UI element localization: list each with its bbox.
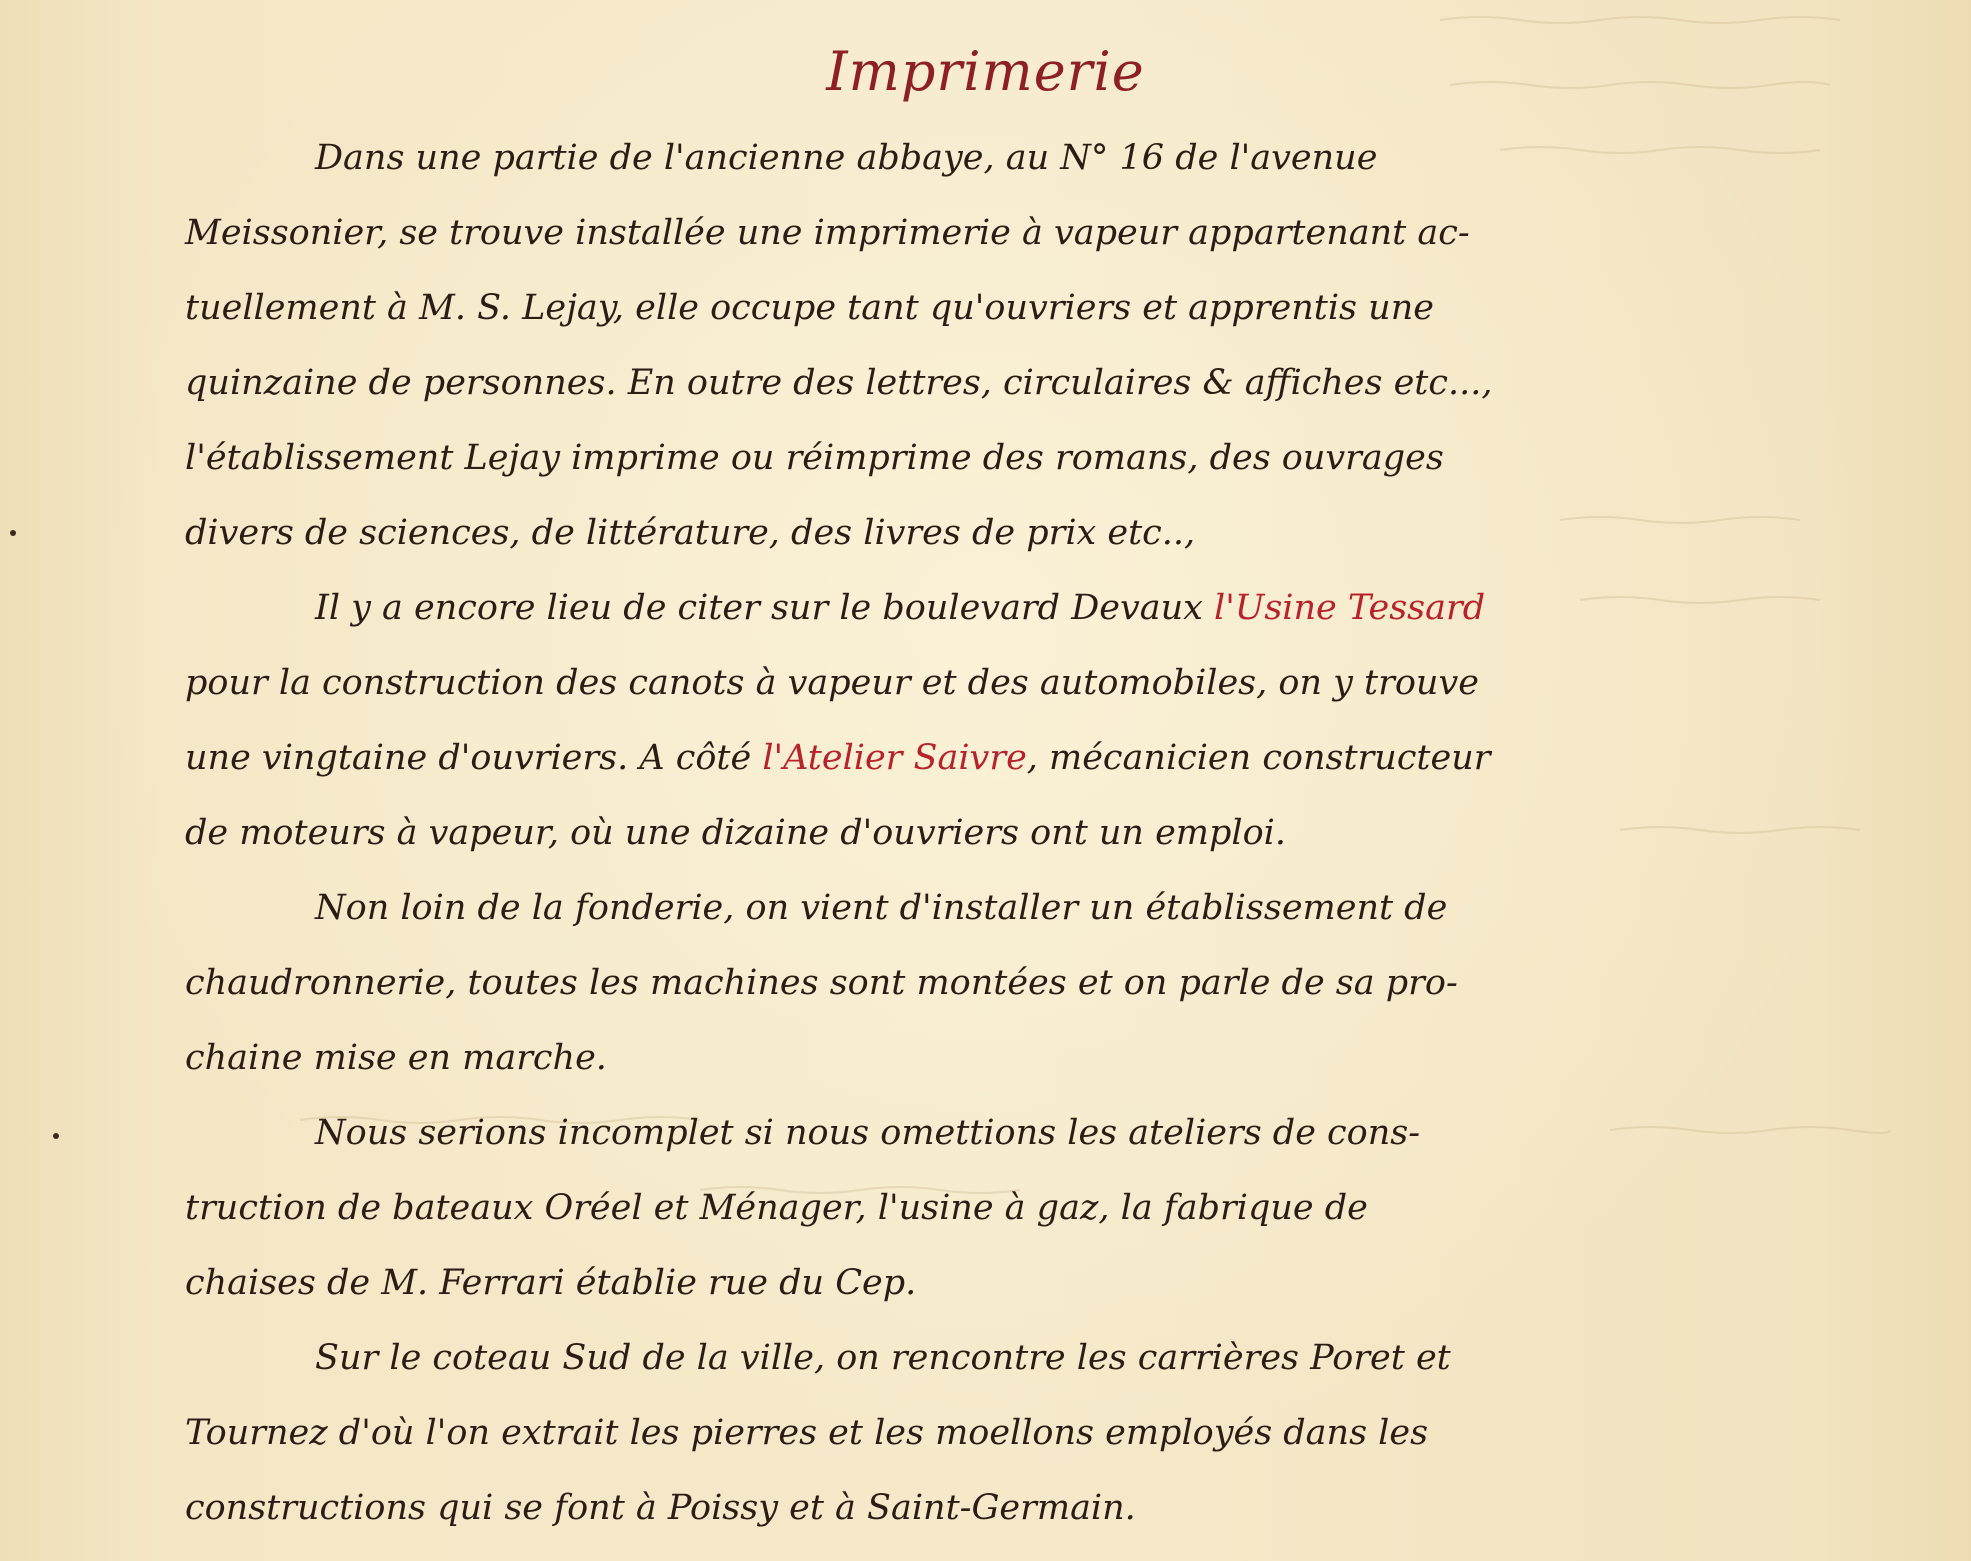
text-line: truction de bateaux Oréel et Ménager, l'usine à gaz, la fabrique de [185, 1188, 1368, 1228]
text-line: Nous serions incomplet si nous omettions les ateliers de cons- [315, 1113, 1421, 1153]
ink-speck [10, 530, 16, 536]
text-line: Meissonier, se trouve installée une imprimerie à vapeur appartenant ac- [185, 213, 1470, 253]
text-line: chaises de M. Ferrari établie rue du Cep. [185, 1263, 917, 1303]
text-line: pour la construction des canots à vapeur et des automobiles, on y trouve [185, 663, 1479, 703]
text-line: Sur le coteau Sud de la ville, on rencontre les carrières Poret et [315, 1338, 1451, 1378]
text-line: Dans une partie de l'ancienne abbaye, au N° 16 de l'avenue [315, 138, 1378, 178]
text-line: chaine mise en marche. [185, 1038, 607, 1078]
text-line: Non loin de la fonderie, on vient d'installer un établissement de [315, 888, 1448, 928]
text-line: Tournez d'où l'on extrait les pierres et les moellons employés dans les [185, 1413, 1429, 1453]
text-line: de moteurs à vapeur, où une dizaine d'ouvriers ont un emploi. [185, 813, 1286, 853]
text-segment: , mécanicien constructeur [1026, 738, 1491, 778]
highlighted-name: l'Atelier Saivre [762, 738, 1027, 778]
ink-speck [53, 1133, 59, 1139]
text-line: constructions qui se font à Poissy et à Saint-Germain. [185, 1488, 1136, 1528]
text-segment: une vingtaine d'ouvriers. A côté [185, 738, 763, 778]
text-line [315, 578, 1485, 638]
page-title: Imprimerie [826, 40, 1145, 103]
text-line: divers de sciences, de littérature, des livres de prix etc.., [185, 513, 1196, 553]
text-line: quinzaine de personnes. En outre des lettres, circulaires & affiches etc..., [185, 363, 1493, 403]
text-segment: Il y a encore lieu de citer sur le boulevard Devaux [315, 588, 1215, 628]
highlighted-name: l'Usine Tessard [1214, 588, 1486, 628]
text-line: l'établissement Lejay imprime ou réimprime des romans, des ouvrages [185, 438, 1444, 478]
text-line: tuellement à M. S. Lejay, elle occupe tant qu'ouvriers et apprentis une [185, 288, 1434, 328]
text-line [185, 728, 1490, 788]
text-line: chaudronnerie, toutes les machines sont montées et on parle de sa pro- [185, 963, 1458, 1003]
